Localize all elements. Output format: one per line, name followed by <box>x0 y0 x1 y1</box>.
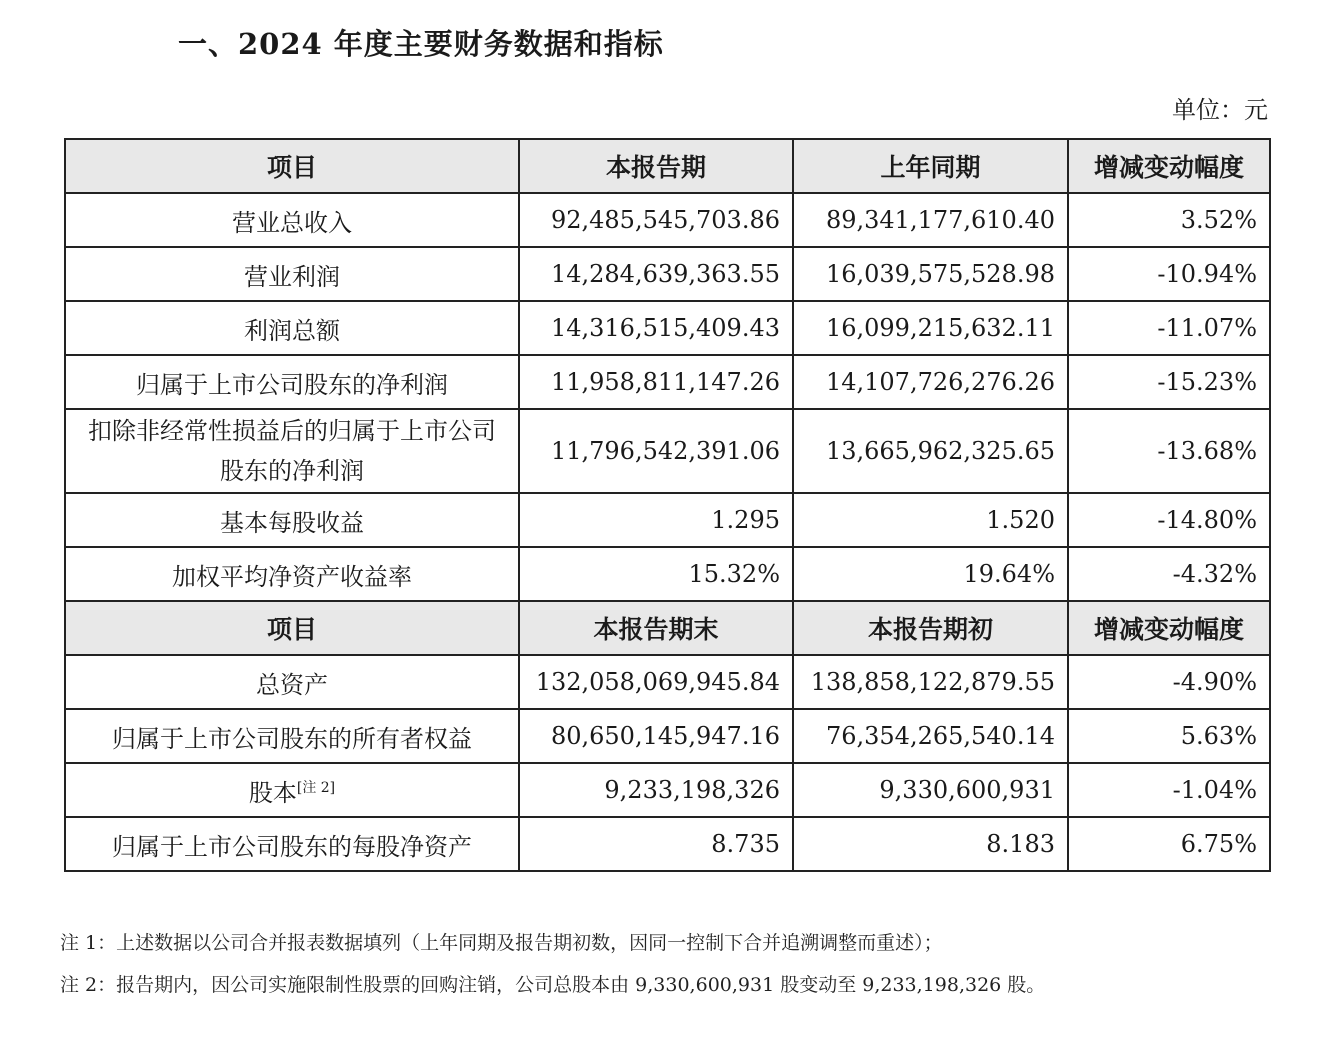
row-current: 14,284,639,363.55 <box>519 247 793 301</box>
row-change: -4.90% <box>1068 655 1270 709</box>
row-item: 营业利润 <box>65 247 519 301</box>
header-current-period: 本报告期 <box>519 139 793 193</box>
section-title: 一、2024 年度主要财务数据和指标 <box>178 27 664 61</box>
header-change: 增减变动幅度 <box>1068 139 1270 193</box>
row-current: 9,233,198,326 <box>519 763 793 817</box>
row-prior: 89,341,177,610.40 <box>793 193 1068 247</box>
row-current: 11,958,811,147.26 <box>519 355 793 409</box>
row-item: 基本每股收益 <box>65 493 519 547</box>
row-change: -15.23% <box>1068 355 1270 409</box>
header-period-start: 本报告期初 <box>793 601 1068 655</box>
row-item-share-capital <box>65 763 519 817</box>
header-prior-period: 上年同期 <box>793 139 1068 193</box>
row-current: 1.295 <box>519 493 793 547</box>
table-header-row <box>65 139 1270 193</box>
row-change: -14.80% <box>1068 493 1270 547</box>
header-item: 项目 <box>65 139 519 193</box>
row-item: 归属于上市公司股东的所有者权益 <box>65 709 519 763</box>
footnote-marker: [注 2] <box>296 779 336 796</box>
row-prior: 8.183 <box>793 817 1068 871</box>
row-change: -4.32% <box>1068 547 1270 601</box>
financial-table <box>64 138 1271 872</box>
table-header-row-balance <box>65 601 1270 655</box>
row-current: 92,485,545,703.86 <box>519 193 793 247</box>
row-item: 利润总额 <box>65 301 519 355</box>
row-current: 8.735 <box>519 817 793 871</box>
row-prior: 76,354,265,540.14 <box>793 709 1068 763</box>
row-prior: 1.520 <box>793 493 1068 547</box>
table-row <box>65 409 1270 493</box>
table-row <box>65 817 1270 871</box>
footnote-1: 注 1：上述数据以公司合并报表数据填列（上年同期及报告期初数，因同一控制下合并追溯调整而重述）； <box>60 932 943 954</box>
row-change: 6.75% <box>1068 817 1270 871</box>
table-row <box>65 355 1270 409</box>
row-prior: 13,665,962,325.65 <box>793 409 1068 493</box>
row-current: 132,058,069,945.84 <box>519 655 793 709</box>
row-current: 80,650,145,947.16 <box>519 709 793 763</box>
row-prior: 14,107,726,276.26 <box>793 355 1068 409</box>
table-row <box>65 493 1270 547</box>
row-change: 5.63% <box>1068 709 1270 763</box>
row-item: 归属于上市公司股东的每股净资产 <box>65 817 519 871</box>
header-change: 增减变动幅度 <box>1068 601 1270 655</box>
row-prior: 16,039,575,528.98 <box>793 247 1068 301</box>
row-current: 14,316,515,409.43 <box>519 301 793 355</box>
table-row <box>65 655 1270 709</box>
row-item: 扣除非经常性损益后的归属于上市公司股东的净利润 <box>65 409 519 493</box>
row-prior: 19.64% <box>793 547 1068 601</box>
table-row <box>65 709 1270 763</box>
row-item: 归属于上市公司股东的净利润 <box>65 355 519 409</box>
header-period-end: 本报告期末 <box>519 601 793 655</box>
row-item: 营业总收入 <box>65 193 519 247</box>
table-row <box>65 547 1270 601</box>
row-prior: 138,858,122,879.55 <box>793 655 1068 709</box>
table-row <box>65 763 1270 817</box>
row-change: -10.94% <box>1068 247 1270 301</box>
row-current: 11,796,542,391.06 <box>519 409 793 493</box>
row-item: 总资产 <box>65 655 519 709</box>
table-row <box>65 247 1270 301</box>
header-item: 项目 <box>65 601 519 655</box>
unit-label: 单位：元 <box>1172 96 1268 124</box>
row-item-label: 股本 <box>248 778 297 807</box>
table-row <box>65 193 1270 247</box>
row-change: -11.07% <box>1068 301 1270 355</box>
row-prior: 16,099,215,632.11 <box>793 301 1068 355</box>
row-current: 15.32% <box>519 547 793 601</box>
table-row <box>65 301 1270 355</box>
row-item: 加权平均净资产收益率 <box>65 547 519 601</box>
footnote-2: 注 2：报告期内，因公司实施限制性股票的回购注销，公司总股本由 9,330,600,931 股变动至 9,233,198,326 股。 <box>60 974 1046 996</box>
row-change: 3.52% <box>1068 193 1270 247</box>
row-change: -13.68% <box>1068 409 1270 493</box>
row-change: -1.04% <box>1068 763 1270 817</box>
row-prior: 9,330,600,931 <box>793 763 1068 817</box>
